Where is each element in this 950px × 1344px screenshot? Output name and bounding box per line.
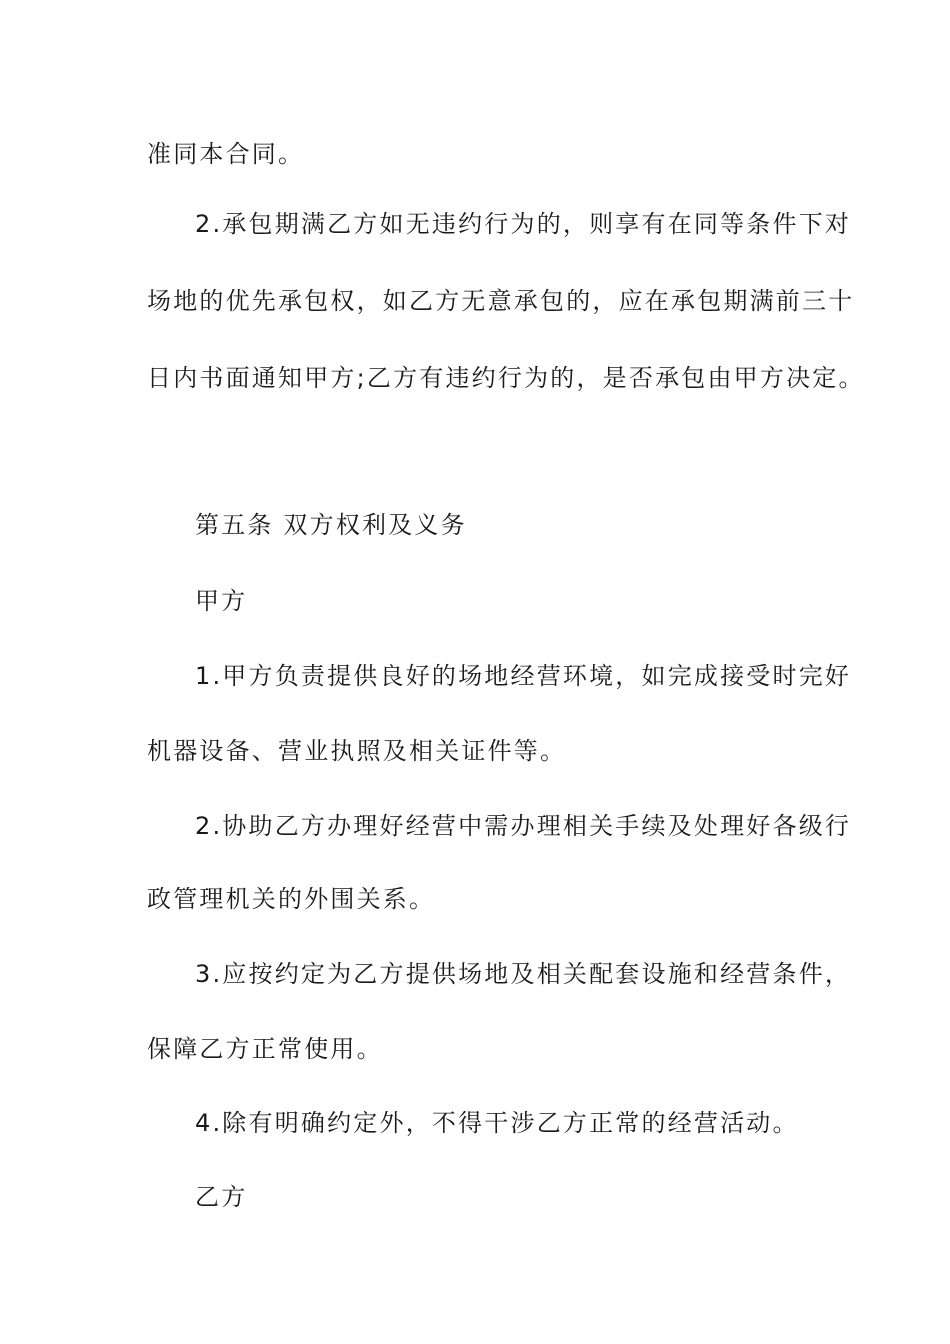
text-line-a-item-3-part-2: 保障乙方正常使用。 [147, 1035, 383, 1063]
text-line-clause-2-part-2: 场地的优先承包权，如乙方无意承包的，应在承包期满前三十 [147, 287, 855, 315]
text-line-a-item-2-part-1: 2.协助乙方办理好经营中需办理相关手续及处理好各级行 [195, 812, 852, 840]
text-line-a-item-1-part-2: 机器设备、营业执照及相关证件等。 [147, 737, 567, 765]
text-line-a-item-3-part-1: 3.应按约定为乙方提供场地及相关配套设施和经营条件， [195, 960, 852, 988]
text-line-a-item-4: 4.除有明确约定外，不得干涉乙方正常的经营活动。 [195, 1109, 799, 1137]
party-heading-party-a: 甲方 [195, 587, 248, 615]
text-line-a-item-1-part-1: 1.甲方负责提供良好的场地经营环境，如完成接受时完好 [195, 662, 852, 690]
text-line-clause-2-part-1: 2.承包期满乙方如无违约行为的，则享有在同等条件下对 [195, 210, 852, 238]
text-line-contract-continuation: 准同本合同。 [147, 140, 305, 168]
section-heading-article-5: 第五条 双方权利及义务 [195, 511, 467, 539]
text-line-a-item-2-part-2: 政管理机关的外围关系。 [147, 885, 436, 913]
party-heading-party-b: 乙方 [195, 1183, 248, 1211]
text-line-clause-2-part-3: 日内书面通知甲方;乙方有违约行为的，是否承包由甲方决定。 [147, 364, 865, 392]
